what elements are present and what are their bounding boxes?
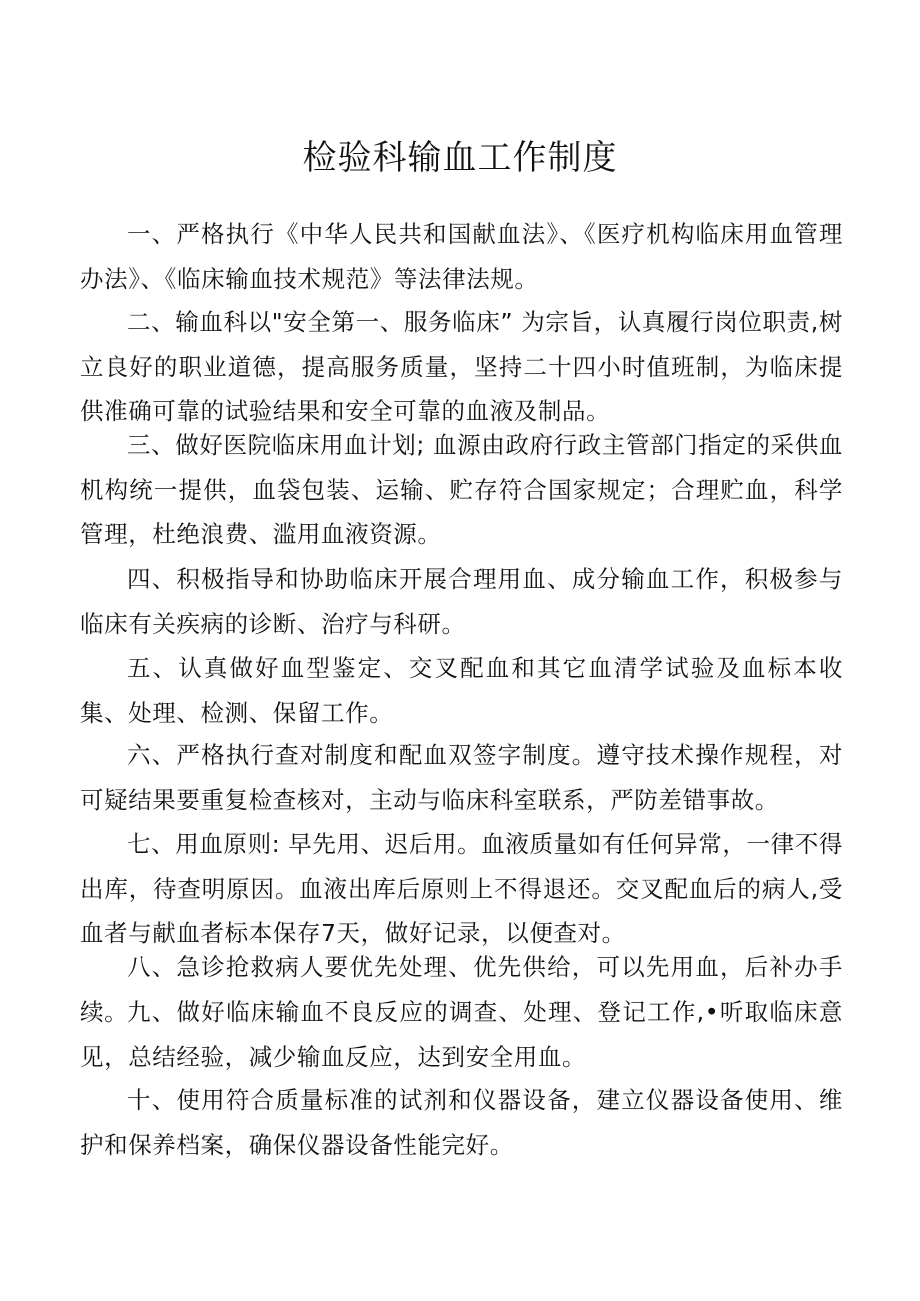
clause-4: 四、积极指导和协助临床开展合理用血、成分输血工作，积极参与临床有关疾病的诊断、治疗与科研。 (80, 565, 843, 638)
clause-2: 二、输血科以"安全第一、服务临床” 为宗旨，认真履行岗位职责,树立良好的职业道德，提高服务质量，坚持二十四小时值班制，为临床提供准确可靠的试验结果和安全可靠的血液及制品。 (80, 308, 843, 425)
clause-10: 十、使用符合质量标准的试剂和仪器设备，建立仪器设备使用、维护和保养档案，确保仪器设备性能完好。 (80, 1086, 843, 1159)
clause-5: 五、认真做好血型鉴定、交叉配血和其它血清学试验及血标本收集、处理、检测、保留工作。 (80, 654, 843, 727)
document-title: 检验科输血工作制度 (302, 138, 618, 178)
clause-7: 七、用血原则: 早先用、迟后用。血液质量如有任何异常，一律不得出库，待查明原因。血液出库后原则上不得退还。交叉配血后的病人,受血者与献血者标本保存7天，做好记录，以便查对。 (80, 830, 843, 947)
clause-3: 三、做好医院临床用血计划; 血源由政府行政主管部门指定的采供血机构统一提供，血袋包装、运输、贮存符合国家规定；合理贮血，科学管理，杜绝浪费、滥用血液资源。 (80, 431, 843, 548)
clause-9: 九、做好临床输血不良反应的调查、处理、登记工作,•听取临床意见，总结经验，减少输血反应，达到安全用血。 (80, 998, 843, 1071)
clause-8: 八、急诊抢救病人要优先处理、优先供给，可以先用血，后补办手续。 (80, 953, 843, 1026)
clause-1: 一、严格执行《中华人民共和国献血法》、《医疗机构临床用血管理办法》、《临床输血技术规范》等法律法规。 (80, 220, 843, 293)
clause-6: 六、严格执行查对制度和配血双签字制度。遵守技术操作规程，对可疑结果要重复检查核对，主动与临床科室联系，严防差错事故。 (80, 741, 843, 814)
